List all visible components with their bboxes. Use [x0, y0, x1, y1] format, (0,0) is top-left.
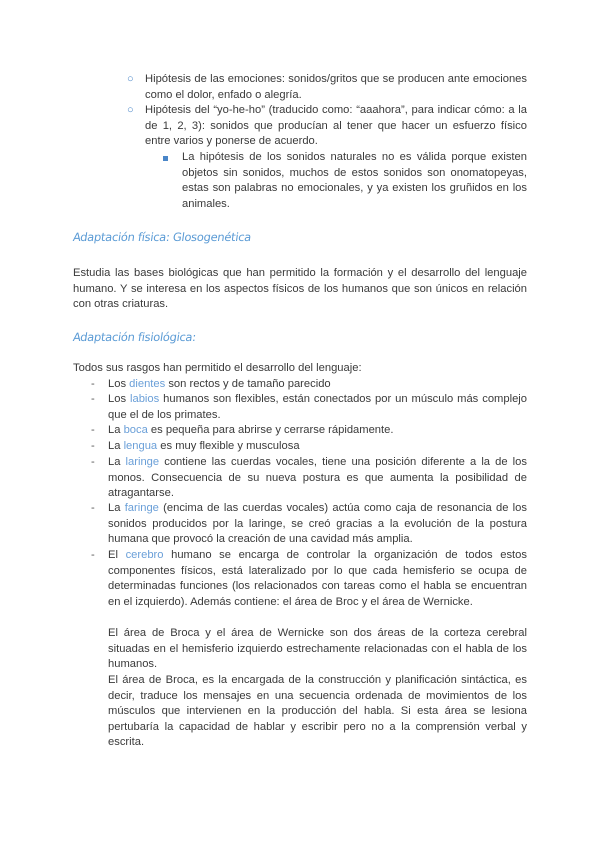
dash-bullet: -: [91, 456, 95, 468]
term-boca: boca: [123, 424, 148, 436]
item-prefix: Los: [108, 393, 130, 405]
item-prefix: La: [108, 456, 126, 468]
section-fisiologica-intro: Todos sus rasgos han permitido el desarrollo del lenguaje:: [73, 362, 362, 374]
list-item-lengua: [108, 439, 527, 455]
item-text: humano se encarga de controlar la organización de todos estos componentes físicos, está lateralizado por lo que cada hemisferio se ocupa de determinadas funciones (los relacionados con tareas como el habla se encuentran en el izquierdo). Además contiene: el área de Broc y el área de Wernicke.: [108, 549, 527, 608]
list-item-cerebro: [108, 548, 527, 610]
dash-bullet: -: [91, 440, 95, 452]
list-item-dientes: [108, 377, 527, 393]
dash-bullet: -: [91, 378, 95, 390]
term-laringe: laringe: [125, 456, 160, 468]
item-prefix: Los: [108, 378, 130, 390]
dash-bullet: -: [91, 393, 95, 405]
item-prefix: La: [108, 424, 124, 436]
list-item-laringe: [108, 455, 527, 502]
term-lengua: lengua: [123, 440, 158, 452]
item-text: es muy flexible y musculosa: [157, 440, 300, 452]
item-prefix: La: [108, 502, 125, 514]
circle-bullet-icon: ○: [127, 104, 134, 116]
item-text: (encima de las cuerdas vocales) actúa como caja de resonancia de los sonidos producidos por la laringe, se creó gracias a la evolución de la postura humana que provocó la creación de una cavidad más amplia.: [108, 502, 527, 546]
item-text: es pequeña para abrirse y cerrarse rápidamente.: [147, 424, 394, 436]
paragraph-broca-wernicke: El área de Broca y el área de Wernicke son dos áreas de la corteza cerebral situadas en el hemisferio izquierdo estrechamente relacionadas con el habla de los humanos.: [108, 627, 527, 671]
list-item-faringe: [108, 501, 527, 548]
section-heading-fisiologica: Adaptación fisiológica:: [72, 330, 197, 344]
term-cerebro: cerebro: [125, 549, 164, 561]
hypothesis-yo-he-ho: Hipótesis del “yo-he-ho” (traducido como: “aaahora”, para indicar cómo: a la de 1, 2, 3): sonidos que producían al tener que hacer un esfuerzo físico entre varios y ponerse de acuerdo.: [145, 104, 527, 148]
item-prefix: El: [108, 549, 126, 561]
circle-bullet-icon: ○: [127, 73, 134, 85]
term-dientes: dientes: [129, 378, 166, 390]
section-heading-glosogenetica: Adaptación física: Glosogenética: [72, 230, 253, 244]
item-text: humanos son flexibles, están conectados por un músculo más complejo que el de los primates.: [108, 393, 527, 421]
list-item-boca: [108, 423, 527, 439]
dash-bullet: -: [91, 424, 95, 436]
item-text: contiene las cuerdas vocales, tiene una posición diferente a la de los monos. Consecuencia de su nueva postura es que aumenta la posibilidad de atragantarse.: [108, 456, 527, 500]
section-glosogenetica-body: Estudia las bases biológicas que han permitido la formación y el desarrollo del lenguaje humano. Y se interesa en los aspectos físicos de los humanos que son únicos en relación con otras criaturas.: [73, 267, 527, 311]
hypothesis-emotions: Hipótesis de las emociones: sonidos/gritos que se producen ante emociones como el dolor, enfado o alegría.: [145, 73, 527, 101]
item-prefix: La: [108, 440, 124, 452]
list-item-labios: [108, 392, 527, 423]
natural-sounds-note: La hipótesis de los sonidos naturales no es válida porque existen objetos sin sonidos, muchos de estos sonidos son onomatopeyas, estas son palabras no emocionales, y ya existen los gruñidos en los animales.: [182, 151, 527, 210]
term-labios: labios: [129, 393, 160, 405]
item-text: son rectos y de tamaño parecido: [165, 378, 331, 390]
paragraph-area-broca: El área de Broca, es la encargada de la construcción y planificación sintáctica, es decir, traduce los mensajes en una secuencia ordenada de movimientos de los músculos que intervienen en la producción del habla. Si esta área se lesiona pertubaría la capacidad de hablar y escribir pero no a la comprensión verbal y escrita.: [108, 674, 527, 749]
term-faringe: faringe: [124, 502, 159, 514]
dash-bullet: -: [91, 502, 95, 514]
dash-bullet: -: [91, 549, 95, 561]
square-bullet-icon: [163, 156, 168, 161]
